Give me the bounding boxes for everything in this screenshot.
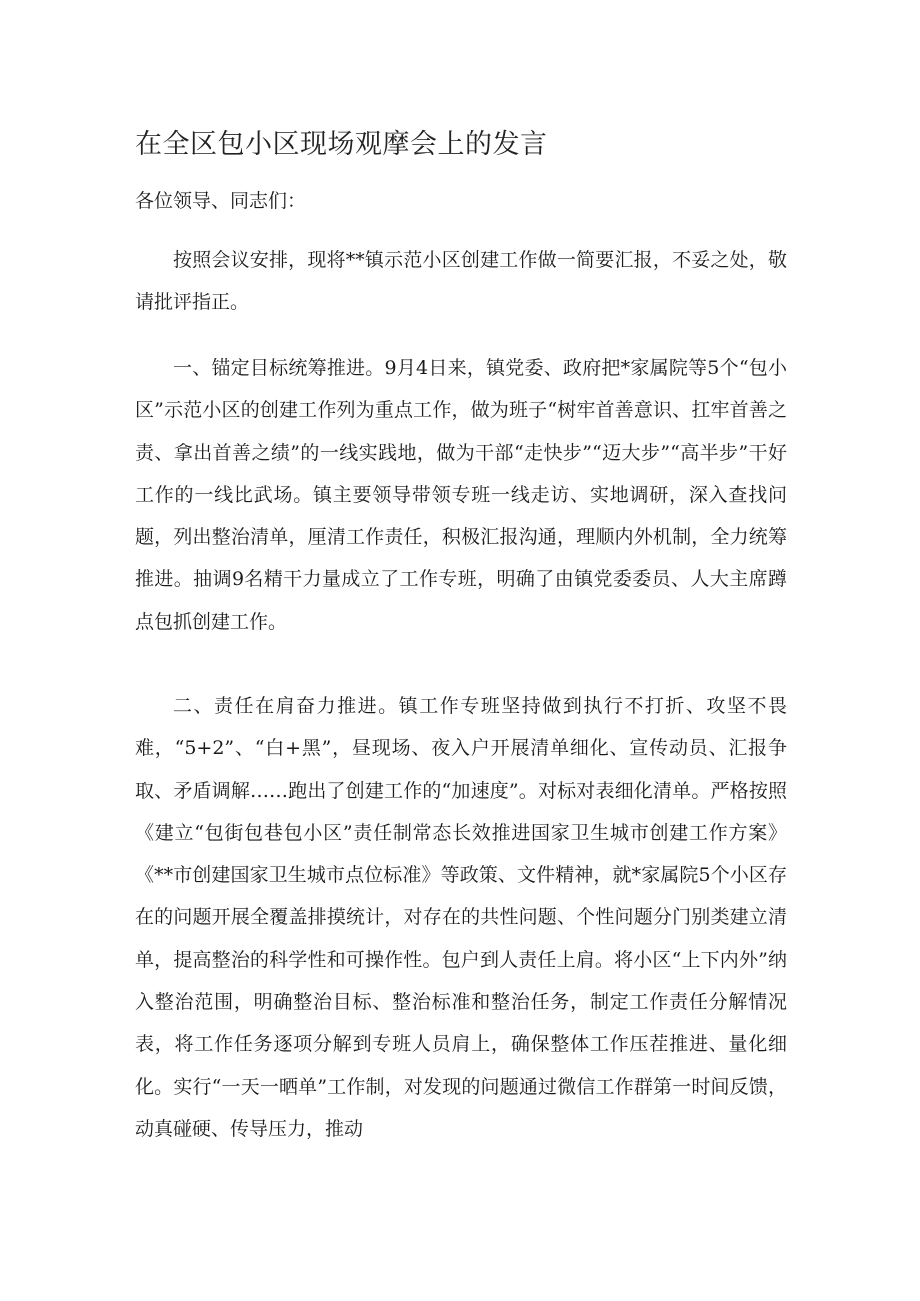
paragraph-intro: 按照会议安排，现将**镇示范小区创建工作做一简要汇报，不妥之处，敬请批评指正。	[135, 249, 787, 314]
salutation: 各位领导、同志们：	[135, 190, 307, 212]
paragraph-section-two: 二、责任在肩奋力推进。镇工作专班坚持做到执行不打折、攻坚不畏难，“5+2”、“白+黑”，昼现场、夜入户开展清单细化、宣传动员、汇报争取、矛盾调解……跑出了创建工作的“加速度”。对标对表细化清单。严格按照《建立“包街包巷包小区”责任制常态长效推进国家卫生城市创建工作方案》《**市创建国家卫生城市点位标准》等政策、文件精神，就*家属院5个小区存在的问题开展全覆盖排摸统计，对存在的共性问题、个性问题分门别类建立清单，提高整治的科学性和可操作性。包户到人责任上肩。将小区“上下内外”纳入整治范围，明确整治目标、整治标准和整治任务，制定工作责任分解情况表，将工作任务逐项分解到专班人员肩上，确保整体工作压茬推进、量化细化。实行“一天一晒单”工作制，对发现的问题通过微信工作群第一时间反馈，动真碰硬、传导压力，推动	[135, 695, 787, 1140]
document-title: 在全区包小区现场观摩会上的发言	[135, 129, 548, 160]
paragraph-section-one: 一、锚定目标统筹推进。9月4日来，镇党委、政府把*家属院等5个“包小区”示范小区的创建工作列为重点工作，做为班子“树牢首善意识、扛牢首善之责、拿出首善之绩”的一线实践地，做为干部“走快步”“迈大步”“高半步”干好工作的一线比武场。镇主要领导带领专班一线走访、实地调研，深入查找问题，列出整治清单，厘清工作责任，积极汇报沟通，理顺内外机制，全力统筹推进。抽调9名精干力量成立了工作专班，明确了由镇党委委员、人大主席蹲点包抓创建工作。	[135, 357, 787, 633]
